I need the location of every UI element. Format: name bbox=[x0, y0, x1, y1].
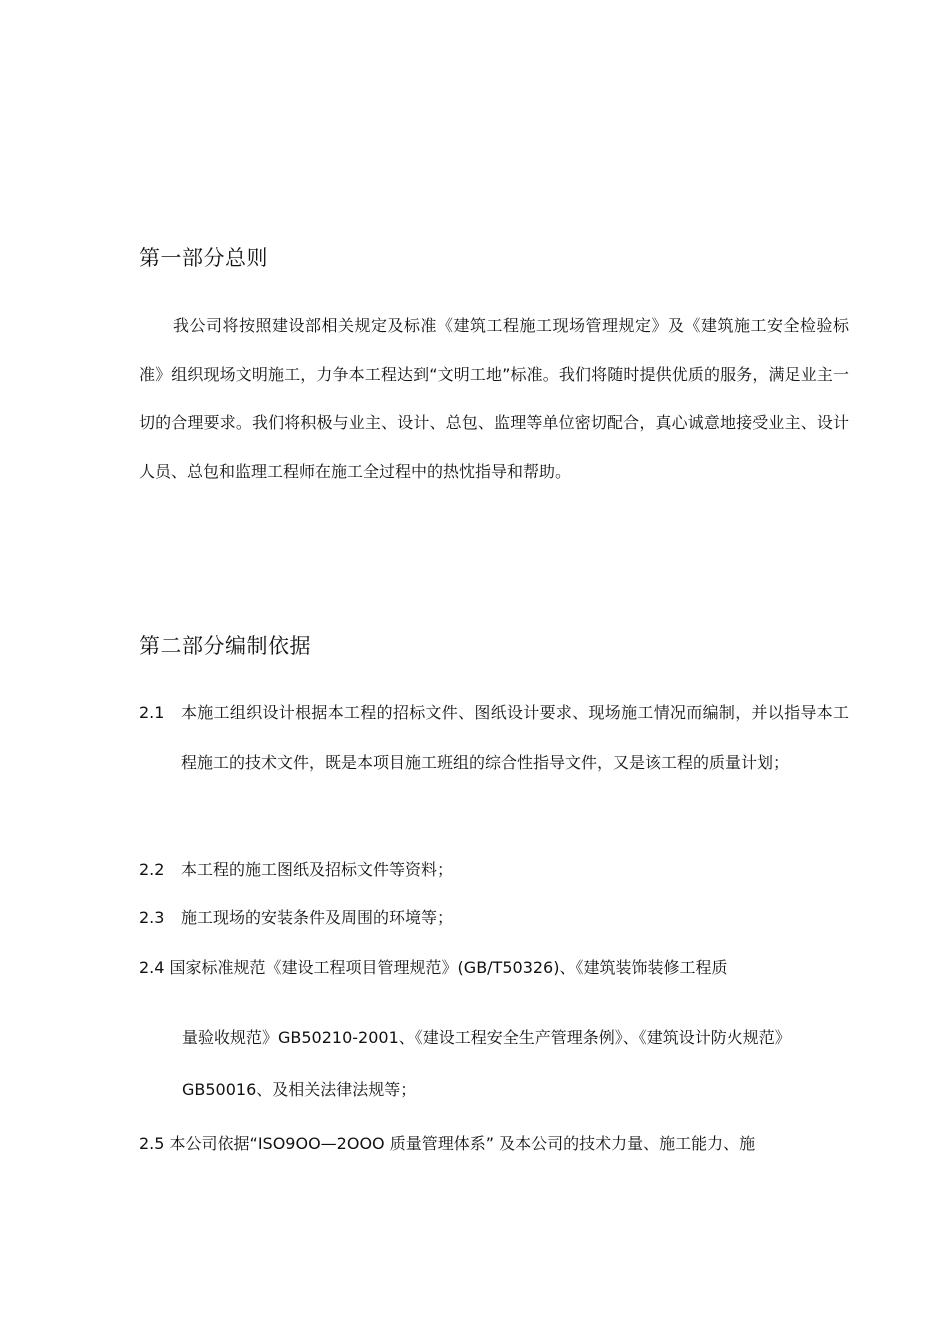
list-item-2-4 bbox=[139, 956, 727, 980]
part1-paragraph: 我公司将按照建设部相关规定及标准《建筑工程施工现场管理规定》及《建筑施工安全检验标准》组织现场文明施工，力争本工程达到“文明工地”标准。我们将随时提供优质的服务，满足业主一切的合理要求。我们将积极与业主、设计、总包、监理等单位密切配合，真心诚意地接受业主、设计人员、总包和监理工程师在施工全过程中的热忱指导和帮助。 bbox=[139, 316, 849, 481]
item-text: 施工现场的安装条件及周围的环境等； bbox=[181, 908, 454, 927]
list-item-2-2 bbox=[139, 845, 849, 895]
item-number: 2.5 bbox=[139, 1134, 165, 1153]
list-item-2-1 bbox=[139, 688, 849, 788]
item-text: 本公司依据“ISO9OO—2OOO 质量管理体系” 及本公司的技术力量、施工能力、施 bbox=[169, 1134, 756, 1153]
item-text: 本施工组织设计根据本工程的招标文件、图纸设计要求、现场施工情况而编制，并以指导本工程施工的技术文件，既是本项目施工班组的综合性指导文件，又是该工程的质量计划； bbox=[181, 703, 849, 772]
list-item-2-4-continuation: 量验收规范》GB50210-2001、《建设工程安全生产管理条例》、《建筑设计防火规范》GB50016、及相关法律法规等； bbox=[182, 1028, 791, 1099]
item-number: 2.3 bbox=[139, 908, 165, 927]
part2-heading: 第二部分编制依据 bbox=[139, 634, 311, 658]
list-item-2-5 bbox=[139, 1132, 755, 1156]
item-number: 2.2 bbox=[139, 860, 165, 879]
part1-heading: 第一部分总则 bbox=[139, 246, 268, 270]
item-text: 国家标准规范《建设工程项目管理规范》(GB/T50326)、《建筑装饰装修工程质 bbox=[169, 958, 728, 977]
list-item-2-3 bbox=[139, 893, 849, 943]
item-text: 本工程的施工图纸及招标文件等资料； bbox=[181, 860, 454, 879]
item-number: 2.4 bbox=[139, 958, 165, 977]
item-number: 2.1 bbox=[139, 703, 165, 722]
